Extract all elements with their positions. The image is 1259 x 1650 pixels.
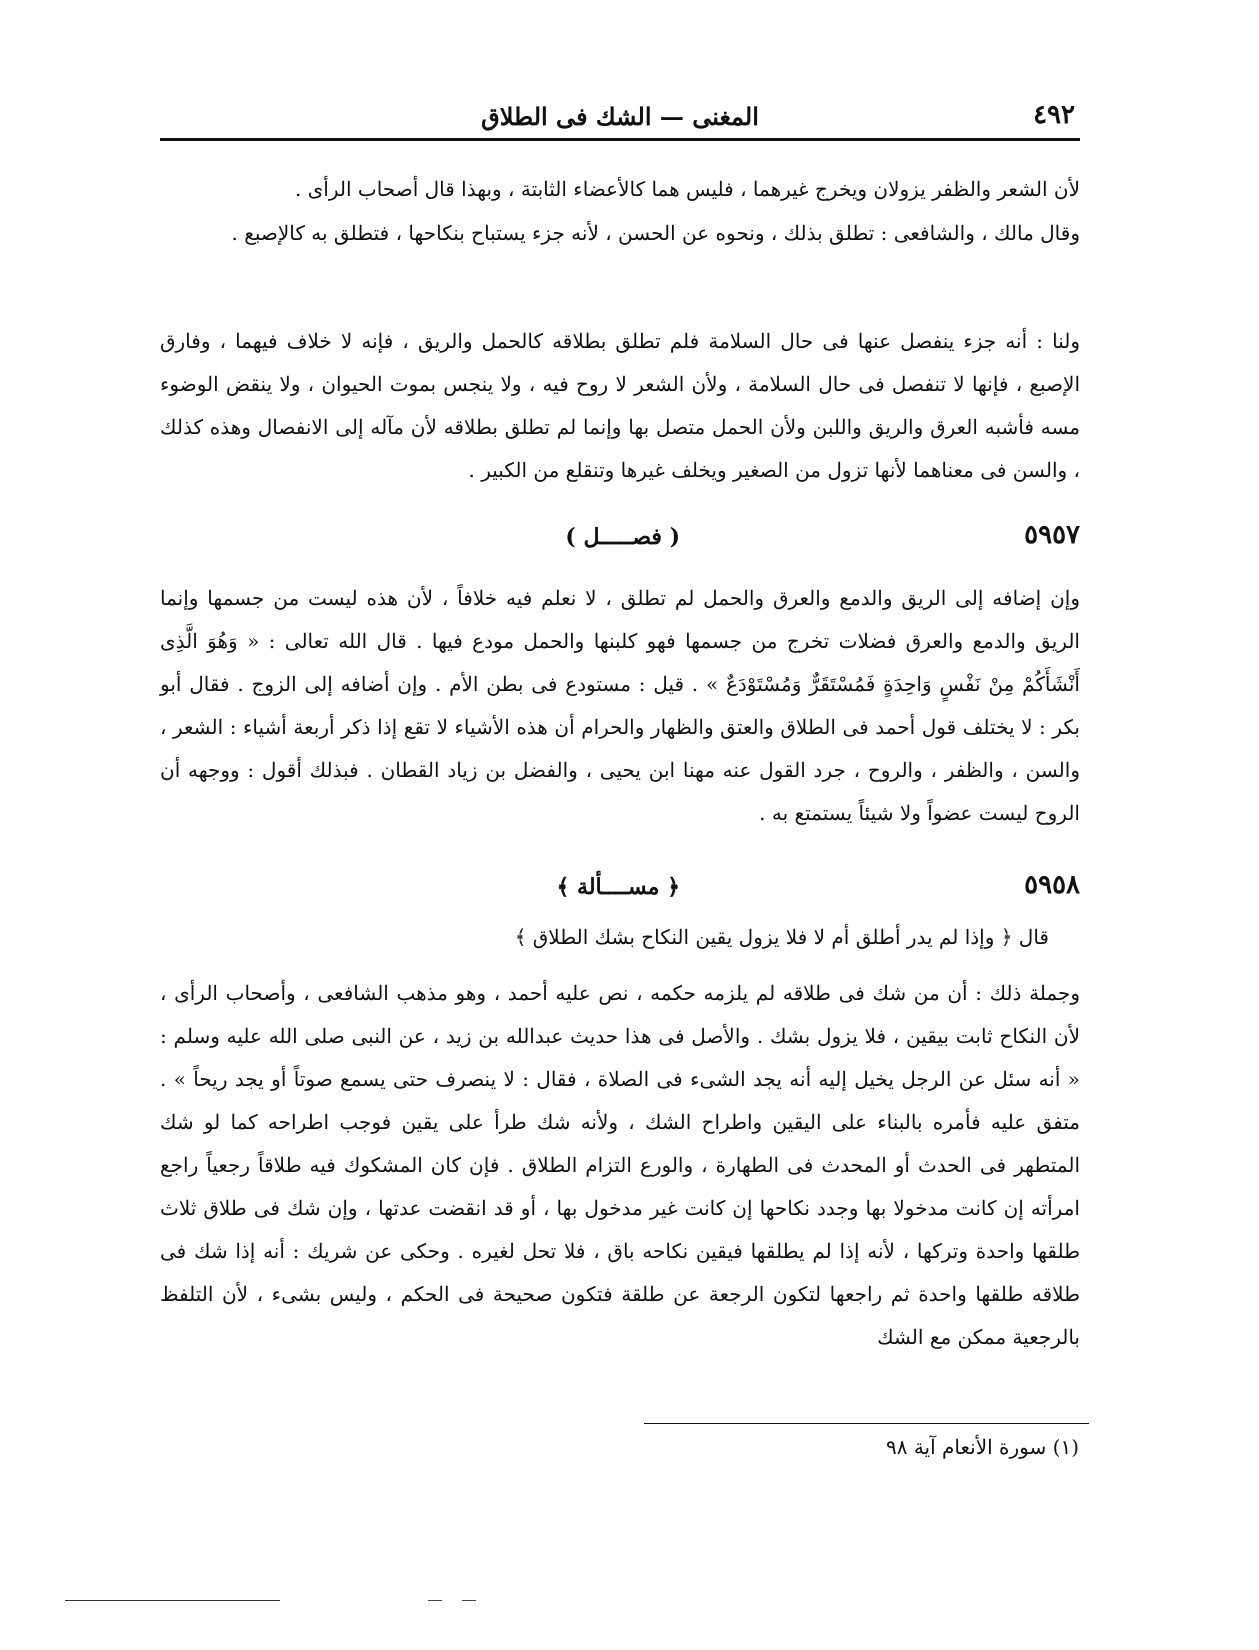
footnote-rule xyxy=(644,1423,1089,1424)
page-number: ٤٩٢ xyxy=(1033,100,1075,130)
paragraph-1: لأن الشعر والظفر يزولان ويخرج غيرهما ، فليس هما كالأعضاء الثابتة ، وبهذا قال أصحاب الرأى . xyxy=(294,177,1080,201)
section-title: ﴿ مســــألة ﴾ xyxy=(556,874,680,900)
header-rule xyxy=(160,138,1080,141)
bottom-margin-rule xyxy=(65,1600,280,1601)
section-heading-5958 xyxy=(160,870,1080,916)
bottom-dash xyxy=(428,1600,442,1601)
running-title: المغنى — الشك فى الطلاق xyxy=(481,102,759,131)
paragraph-2: وقال مالك ، والشافعى : تطلق بذلك ، ونحوه عن الحسن ، لأنه جزء يستباح بنكاحها ، فتطلق به كالإصبع . xyxy=(231,221,1080,245)
paragraph-4: وإن إضافه إلى الريق والدمع والعرق والحمل لم تطلق ، لا نعلم فيه خلافاً ، لأن هذه ليست من جسمها وإنما الريق والدمع والعرق فضلات تخرج من جسمها فهو كلبنها والحمل مودع فيها . قال الله تعالى : « وَهُوَ الَّذِى أَنْشَأَكُمْ مِنْ نَفْسٍ وَاحِدَةٍ فَمُسْتَقَرٌّ وَمُسْتَوْدَعٌ » . قيل : مستودع فى بطن الأم . وإن أضافه إلى الزوج . فقال أبو بكر : لا يختلف قول أحمد فى الطلاق والعتق والظهار والحرام أن هذه الأشياء لا تقع إذا ذكر أربعة أشياء : الشعر ، والسن ، والظفر ، والروح ، جرد القول عنه مهنا ابن يحيى ، والفضل بن زياد القطان . فبذلك أقول : ووجهه أن الروح ليست عضواً ولا شيئاً يستمتع به . xyxy=(160,586,1080,825)
paragraph-5: وجملة ذلك : أن من شك فى طلاقه لم يلزمه حكمه ، نص عليه أحمد ، وهو مذهب الشافعى ، وأصحاب الرأى ، لأن النكاح ثابت بيقين ، فلا يزول بشك . والأصل فى هذا حديث عبدالله بن زيد ، عن النبى صلى الله عليه وسلم : « أنه سئل عن الرجل يخيل إليه أنه يجد الشىء فى الصلاة ، فقال : لا ينصرف حتى يسمع صوتاً أو يجد ريحاً » . متفق عليه فأمره بالبناء على اليقين واطراح الشك ، ولأنه شك طرأ على يقين فوجب اطراحه كما لو شك المتطهر فى الحدث أو المحدث فى الطهارة ، والورع التزام الطلاق . فإن كان المشكوك فيه طلاقاً رجعياً راجع امرأته إن كانت مدخولا بها وجدد نكاحها إن كانت غير مدخول بها ، أو قد انقضت عدتها ، وإن شك فى طلاق ثلاث طلقها واحدة وتركها ، لأنه إذا لم يطلقها فيقين نكاحه باق ، فلا تحل لغيره . وحكى عن شريك : أنه إذا شك فى طلاقه طلقها واحدة ثم راجعها لتكون الرجعة عن طلقة فتكون صحيحة فى الحكم ، وليس بشىء ، لأن التلفظ بالرجعية ممكن مع الشك xyxy=(160,981,1081,1349)
paragraph-3: ولنا : أنه جزء ينفصل عنها فى حال السلامة فلم تطلق بطلاقه كالحمل والريق ، فإنه لا خلاف فيهما ، وفارق الإصبع ، فإنها لا تنفصل فى حال السلامة ، ولأن الشعر لا روح فيه ، ولا ينجس بموت الحيوان ، ولا ينقض الوضوء مسه فأشبه العرق والريق واللبن ولأن الحمل متصل بها وإنما لم تطلق بطلاقه لأن مآله إلى الانفصال وهذه كذلك ، والسن فى معناهما لأنها تزول من الصغير ويخلف غيرها وتنقلع من الكبير . xyxy=(160,329,1080,482)
page-header xyxy=(165,100,1075,140)
section-heading-5957 xyxy=(160,520,1080,566)
section-number: ٥٩٥٨ xyxy=(1024,870,1080,900)
section-title: ( فصـــــل ) xyxy=(565,524,680,550)
ruling-statement: قال ﴿ وإذا لم يدر أطلق أم لا فلا يزول يقين النكاح بشك الطلاق ﴾ xyxy=(514,925,1049,949)
section-number: ٥٩٥٧ xyxy=(1024,520,1080,550)
footnote: (١) سورة الأنعام آية ٩٨ xyxy=(885,1435,1079,1459)
bottom-dash xyxy=(462,1600,476,1601)
